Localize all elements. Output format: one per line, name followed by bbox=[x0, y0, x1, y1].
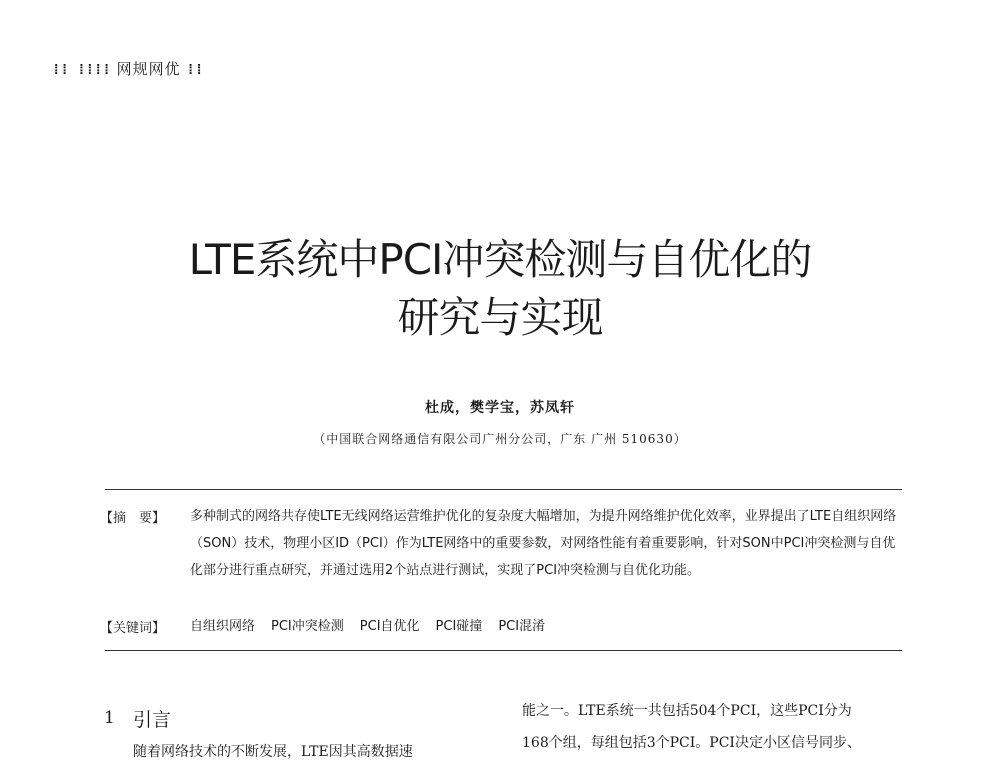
authors: 杜成，樊学宝，苏凤轩 bbox=[425, 400, 575, 416]
keywords-label: 【关键词】 bbox=[100, 621, 166, 636]
keyword: 自组织网络 bbox=[190, 619, 256, 634]
keyword: PCI冲突检测 bbox=[271, 619, 344, 634]
body-text-left-column: 随着网络技术的不断发展，LTE因其高数据速 bbox=[133, 744, 413, 760]
abstract-text: 多种制式的网络共存使LTE无线网络运营维护优化的复杂度大幅增加，为提升网络维护优化效率，业界提出了LTE自组织网络（SON）技术，物理小区ID（PCI）作为LTE网络中的重要参数，对网络性能有着重要影响，针对SON中PCI冲突检测与自优化部分进行重点研究，并通过选用2个站点进行测试，实现了PCI冲突检测与自优化功能。 bbox=[190, 509, 897, 578]
keyword: PCI混淆 bbox=[498, 619, 546, 634]
abstract-label: 【摘 要】 bbox=[100, 511, 166, 526]
header-decoration-left: ⁞⁞ ⁞⁞⁞⁞ bbox=[52, 62, 111, 78]
abstract-bottom-rule bbox=[105, 650, 902, 651]
keyword: PCI碰撞 bbox=[435, 619, 483, 634]
body-text-right-column bbox=[522, 695, 922, 759]
body-line: 168个组，每组包括3个PCI。PCI决定小区信号同步、 bbox=[522, 735, 861, 751]
keyword: PCI自优化 bbox=[359, 619, 420, 634]
article-title-line-2: 研究与实现 bbox=[397, 293, 603, 342]
keywords-list bbox=[190, 615, 545, 634]
journal-column-header bbox=[52, 58, 203, 79]
column-label: 网规网优 bbox=[116, 60, 181, 78]
article-title-line-1: LTE系统中PCI冲突检测与自优化的 bbox=[188, 235, 812, 284]
abstract-top-rule bbox=[105, 489, 902, 490]
body-line: 能之一。LTE系统一共包括504个PCI，这些PCI分为 bbox=[522, 703, 852, 719]
affiliation: （中国联合网络通信有限公司广州分公司，广东 广州 510630） bbox=[313, 432, 687, 446]
section-number: 1 bbox=[104, 708, 115, 728]
section-heading: 引言 bbox=[133, 709, 172, 731]
header-decoration-right: ⁞⁞ bbox=[186, 62, 204, 78]
